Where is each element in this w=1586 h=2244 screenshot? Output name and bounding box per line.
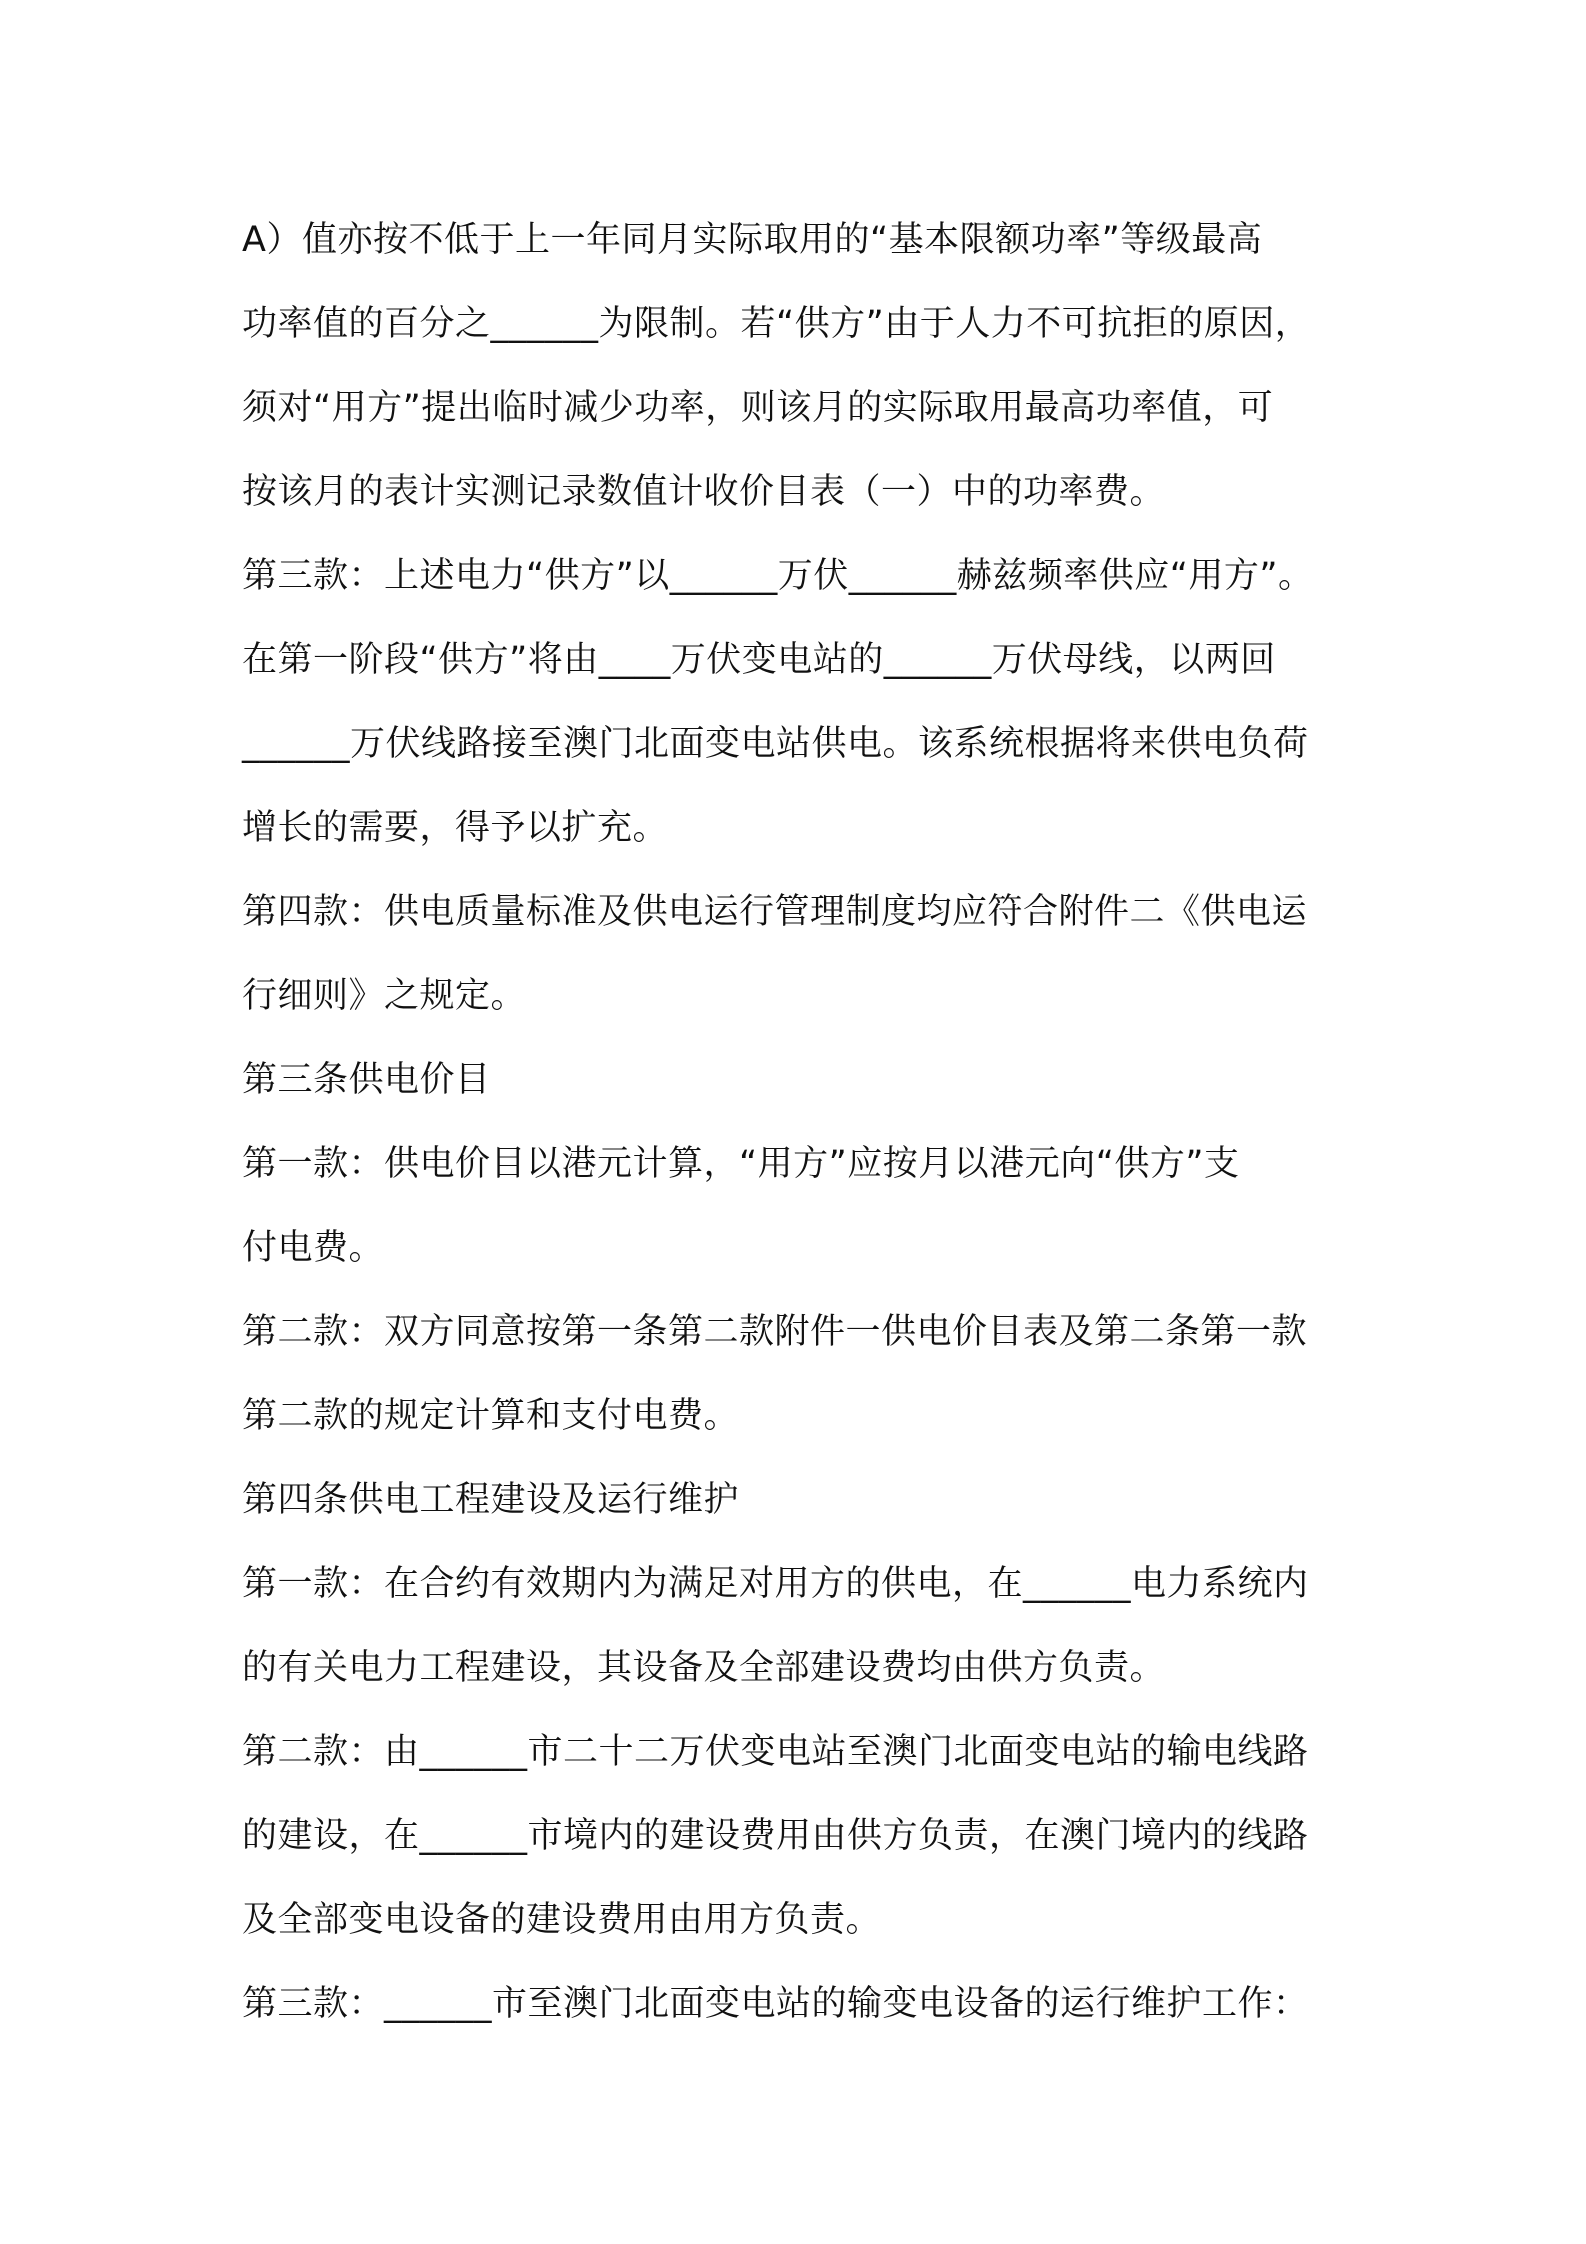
text-line: 功率值的百分之______为限制。若“供方”由于人力不可抗拒的原因，	[242, 304, 1311, 344]
article-heading: 第三条供电价目	[242, 1060, 491, 1100]
text-line: 的建设，在______市境内的建设费用由供方负责，在澳门境内的线路	[242, 1816, 1309, 1856]
text-line: 的有关电力工程建设，其设备及全部建设费均由供方负责。	[242, 1648, 1166, 1688]
document-body	[242, 198, 1362, 2046]
text-line: A）值亦按不低于上一年同月实际取用的“基本限额功率”等级最高	[242, 220, 1263, 260]
clause-line: 第二款：双方同意按第一条第二款附件一供电价目表及第二条第一款	[242, 1312, 1308, 1352]
text-line: ______万伏线路接至澳门北面变电站供电。该系统根据将来供电负荷	[242, 724, 1309, 764]
text-line: 第二款的规定计算和支付电费。	[242, 1396, 740, 1436]
clause-line: 第三款：上述电力“供方”以______万伏______赫兹频率供应“用方”。	[242, 556, 1314, 596]
clause-line: 第一款：供电价目以港元计算，“用方”应按月以港元向“供方”支	[242, 1144, 1240, 1184]
clause-line: 第二款：由______市二十二万伏变电站至澳门北面变电站的输电线路	[242, 1732, 1309, 1772]
clause-line: 第一款：在合约有效期内为满足对用方的供电，在______电力系统内	[242, 1564, 1309, 1604]
article-heading: 第四条供电工程建设及运行维护	[242, 1480, 740, 1520]
text-line: 增长的需要，得予以扩充。	[242, 808, 669, 848]
text-line: 在第一阶段“供方”将由____万伏变电站的______万伏母线，以两回	[242, 640, 1276, 680]
text-line: 行细则》之规定。	[242, 976, 527, 1016]
text-line: 付电费。	[242, 1228, 385, 1268]
text-line: 及全部变电设备的建设费用由用方负责。	[242, 1900, 882, 1940]
clause-line: 第四款：供电质量标准及供电运行管理制度均应符合附件二《供电运	[242, 892, 1308, 932]
clause-line: 第三款：______市至澳门北面变电站的输变电设备的运行维护工作：	[242, 1984, 1309, 2024]
text-line: 按该月的表计实测记录数值计收价目表（一）中的功率费。	[242, 472, 1166, 512]
text-line: 须对“用方”提出临时减少功率，则该月的实际取用最高功率值，可	[242, 388, 1274, 428]
